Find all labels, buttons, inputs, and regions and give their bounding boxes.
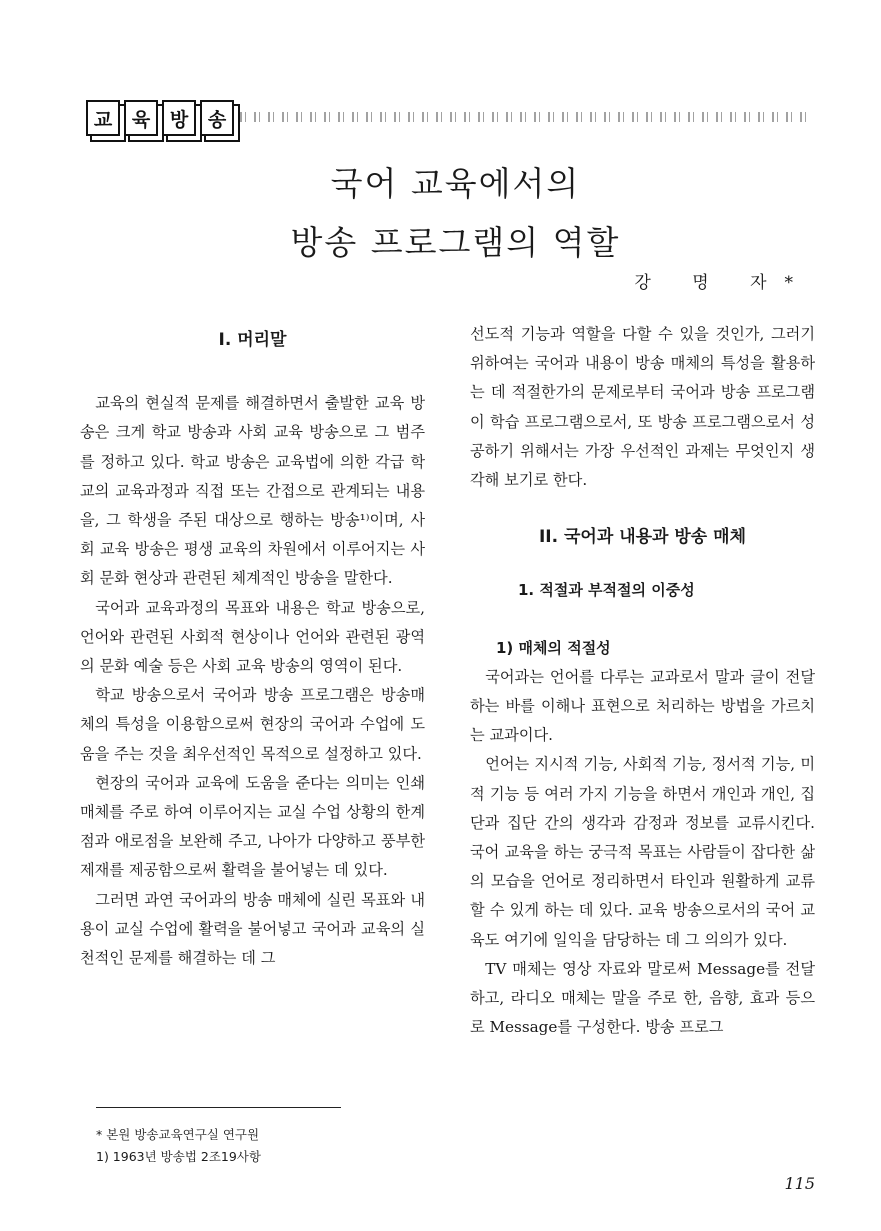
paragraph: 언어는 지시적 기능, 사회적 기능, 정서적 기능, 미적 기능 등 여러 가지 기능을 하면서 개인과 개인, 집단과 집단 간의 생각과 감정과 정보를 교류시킨다. 국어 교육을 하는 궁극적 목표는 사람들이 잡다한 삶의 모습을 언어로 정리하면서 타인과 원활하게 교류할 수 있게 하는 데 있다. 교육 방송으로서의 국어 교육도 여기에 일익을 담당하는 데 그 의의가 있다.	[470, 755, 815, 949]
paragraph: 국어과는 언어를 다루는 교과로서 말과 글이 전달하는 바를 이해나 표현으로 처리하는 방법을 가르치는 교과이다.	[470, 667, 815, 745]
category-badge	[86, 100, 234, 136]
paragraph: 교육의 현실적 문제를 해결하면서 출발한 교육 방송은 크게 학교 방송과 사회 교육 방송으로 그 범주를 정하고 있다. 학교 방송은 교육법에 의한 각급 학교의 교육과정과 직접 또는 간접으로 관계되는 내용을, 그 학생을 주된 대상으로 행하는 방송¹⁾이며, 사회 교육 방송은 평생 교육의 차원에서 이루어지는 사회 문화 현상과 관련된 체계적인 방송을 말한다.	[80, 394, 425, 588]
decorative-divider	[240, 112, 810, 122]
title-line-1: 국어 교육에서의	[330, 164, 581, 203]
left-column	[80, 320, 425, 973]
subsection-heading: 1. 적절과 부적절의 이중성	[518, 581, 695, 600]
paragraph: 학교 방송으로서 국어과 방송 프로그램은 방송매체의 특성을 이용함으로써 현장의 국어과 수업에 도움을 주는 것을 최우선적인 목적으로 설정하고 있다.	[80, 686, 425, 763]
article-title	[0, 158, 881, 264]
paragraph: 현장의 국어과 교육에 도움을 준다는 의미는 인쇄매체를 주로 하여 이루어지는 교실 수업 상황의 한계점과 애로점을 보완해 주고, 나아가 다양하고 풍부한 제재를 제공함으로써 활력을 불어넣는 데 있다.	[80, 773, 425, 880]
paragraph: TV 매체는 영상 자료와 말로써 Message를 전달하고, 라디오 매체는 말을 주로 한, 음향, 효과 등으로 Message를 구성한다. 방송 프로그	[470, 959, 815, 1037]
footnote: 1) 1963년 방송법 2조19사항	[96, 1149, 261, 1164]
paragraph: 그러면 과연 국어과의 방송 매체에 실린 목표와 내용이 교실 수업에 활력을 불어넣고 국어과 교육의 실천적인 문제를 해결하는 데 그	[80, 890, 425, 968]
badge-char: 방	[162, 100, 196, 136]
paragraph: 국어과 교육과정의 목표와 내용은 학교 방송으로, 언어와 관련된 사회적 현상이나 언어와 관련된 광역의 문화 예술 등은 사회 교육 방송의 영역이 된다.	[80, 598, 425, 676]
section-heading: I. 머리말	[218, 330, 287, 350]
paragraph: 선도적 기능과 역할을 다할 수 있을 것인가, 그러기 위하여는 국어과 내용이 방송 매체의 특성을 활용하는 데 적절한가의 문제로부터 국어과 방송 프로그램이 학습 프로그램으로서, 또 방송 프로그램으로서 성공하기 위해서는 가장 우선적인 과제는 무엇인지 생각해 보기로 한다.	[470, 325, 815, 490]
page-number: 115	[784, 1174, 815, 1193]
badge-char: 육	[124, 100, 158, 136]
badge-char: 송	[200, 100, 234, 136]
author-name: 강 명 자*	[634, 273, 811, 293]
footnote: * 본원 방송교육연구실 연구원	[96, 1127, 260, 1142]
title-line-2: 방송 프로그램의 역할	[290, 223, 621, 262]
subsubsection-heading: 1) 매체의 적절성	[496, 638, 611, 657]
section-heading: II. 국어과 내용과 방송 매체	[538, 527, 746, 548]
badge-char: 교	[86, 100, 120, 136]
footnote-rule	[96, 1107, 341, 1108]
right-column	[470, 320, 815, 1042]
footnotes	[96, 1124, 261, 1168]
